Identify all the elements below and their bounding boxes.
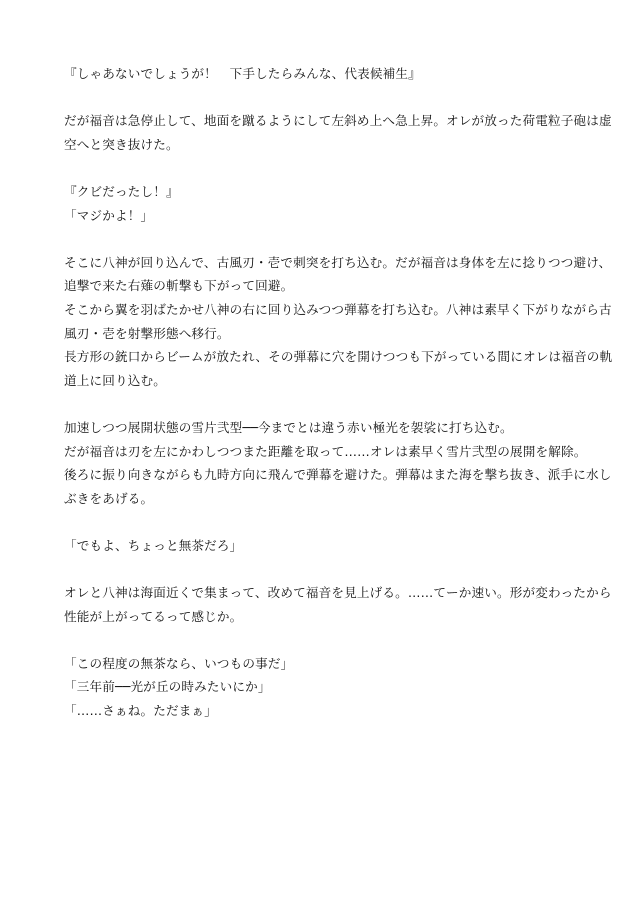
paragraph [64, 109, 612, 156]
text-line: だが福音は刃を左にかわしつつまた距離を取って……オレは素早く雪片弐型の展開を解除。 [64, 443, 587, 459]
paragraph [64, 534, 584, 558]
paragraph-gap [64, 392, 584, 416]
body-text [64, 62, 613, 723]
text-line: 「でもよ、ちょっと無茶だろ」 [64, 537, 243, 553]
paragraph-gap [64, 628, 584, 652]
paragraph-gap [64, 86, 584, 110]
text-line: 「この程度の無茶なら、いつもの事だ」 [64, 655, 294, 671]
text-line: 『しゃあないでしょうが！ 下手したらみんな、代表候補生』 [64, 66, 421, 81]
text-line: だが福音は急停止して、地面を蹴るようにして左斜め上へ急上昇。オレが放った荷電粒子砲は虚 [64, 113, 612, 129]
paragraph-gap [64, 227, 584, 251]
text-line: 長方形の銃口からビームが放たれ、その弾幕に穴を開けつつも下がっている間にオレは福音の軌 [64, 349, 613, 365]
text-line: そこから翼を羽ばたかせ八神の右に回り込みつつ弾幕を打ち込む。八神は素早く下がりながら古 [64, 301, 612, 317]
paragraph-gap [64, 510, 584, 534]
text-line: 「三年前──光が丘の時みたいにか」 [64, 679, 271, 695]
paragraph-gap [64, 156, 584, 180]
text-line: 風刃・壱を射撃形態へ移行。 [64, 325, 230, 341]
text-line: オレと八神は海面近くで集まって、改めて福音を見上げる。……てーか速い。形が変わったから [64, 585, 612, 601]
text-line: 後ろに振り向きながらも九時方向に飛んで弾幕を避けた。弾幕はまた海を撃ち抜き、派手に水し [64, 467, 612, 483]
paragraph [64, 652, 584, 723]
text-line: 空へと突き抜けた。 [64, 136, 179, 152]
paragraph [64, 251, 613, 393]
text-line: そこに八神が回り込んで、古風刃・壱で刺突を打ち込む。だが福音は身体を左に捻りつつ避け、 [64, 254, 612, 270]
text-line: 「マジかよ！」 [64, 207, 154, 223]
text-line: 道上に回り込む。 [64, 372, 166, 388]
paragraph [64, 62, 584, 86]
text-line: 追撃で来た右薙の斬撃も下がって回避。 [64, 278, 294, 294]
text-line: 「……さぁね。ただまぁ」 [64, 703, 217, 719]
paragraph [64, 581, 612, 628]
text-line: 性能が上がってるって感じか。 [64, 608, 243, 624]
text-line: 加速しつつ展開状態の雪片弐型──今までとは違う赤い極光を袈裟に打ち込む。 [64, 419, 513, 435]
paragraph [64, 416, 612, 510]
paragraph [64, 180, 584, 227]
text-line: 『クビだったし！』 [64, 183, 179, 199]
paragraph-gap [64, 557, 584, 581]
text-line: ぶきをあげる。 [64, 490, 154, 506]
